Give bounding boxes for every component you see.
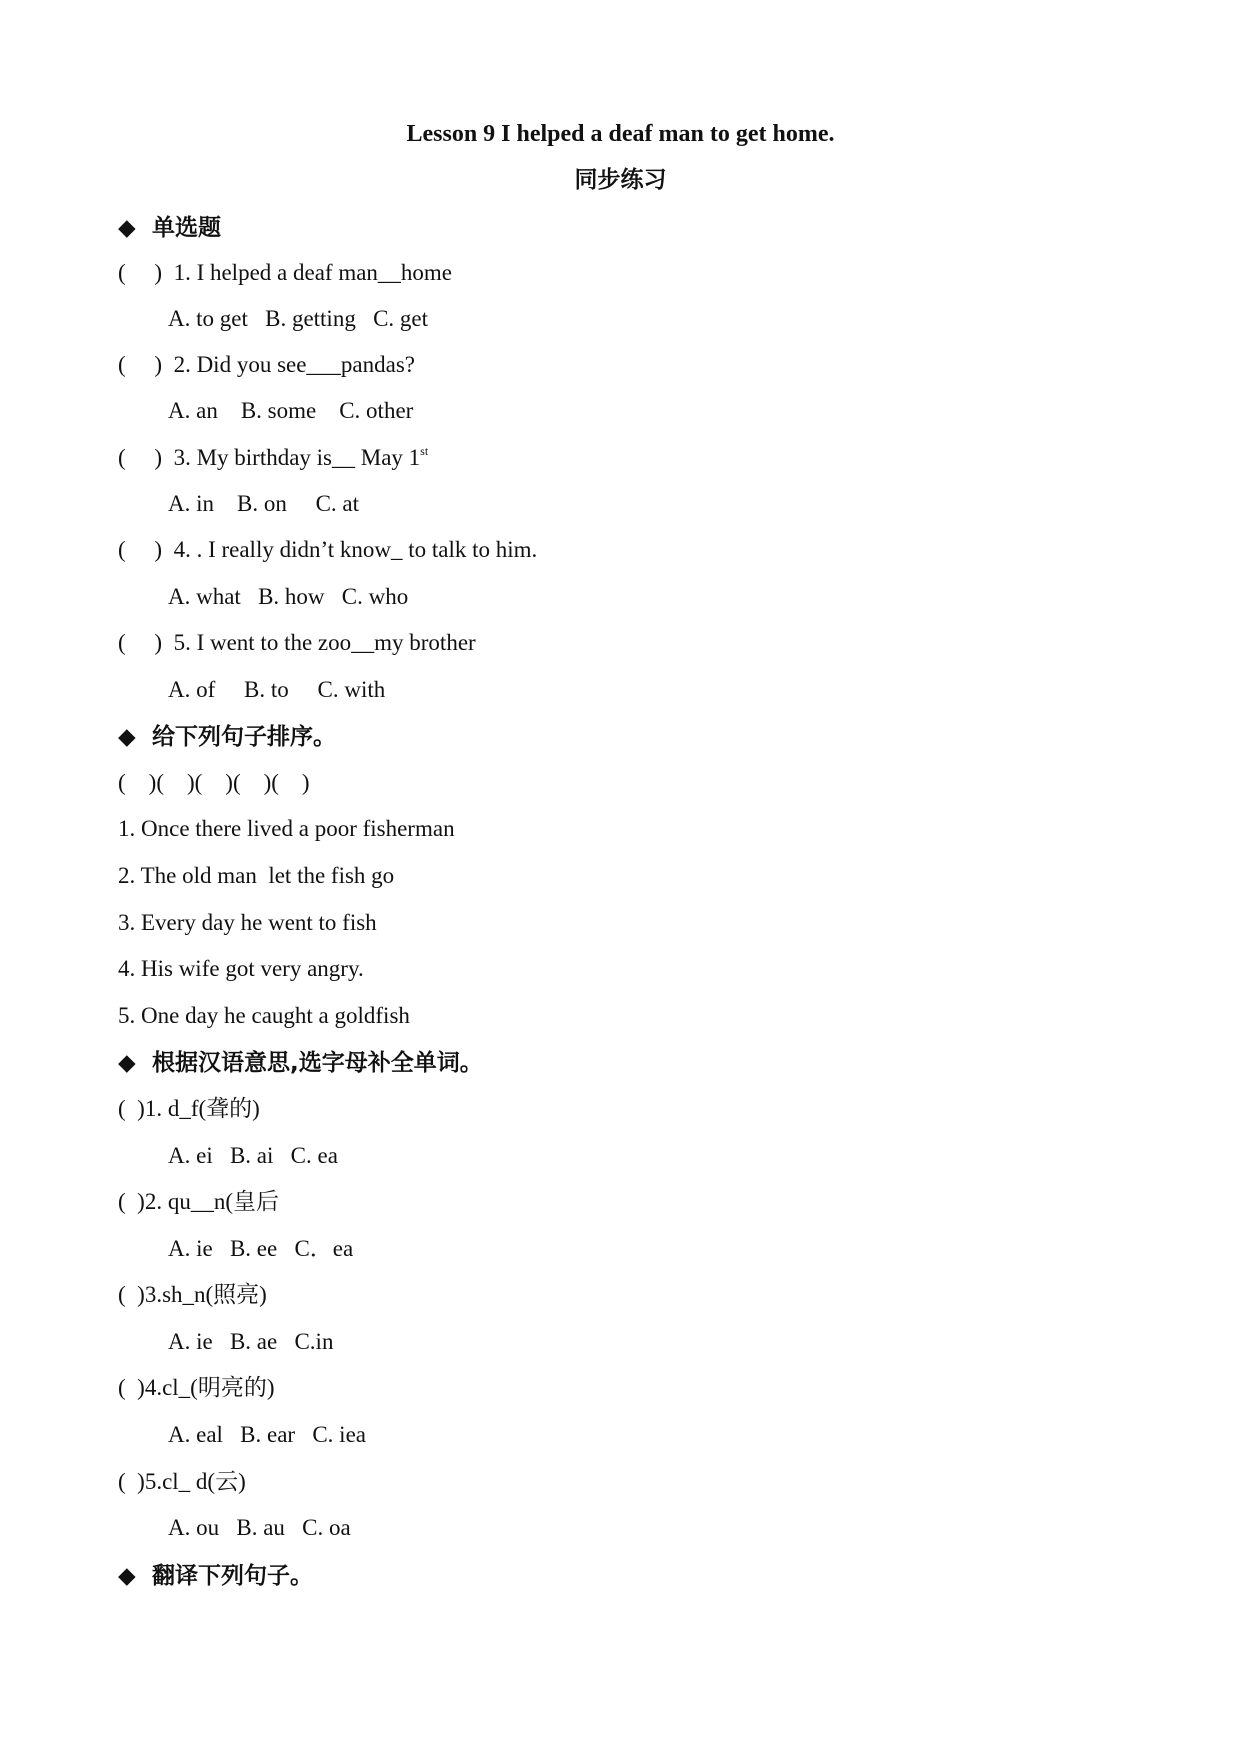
diamond-bullet-icon: ◆ (118, 215, 136, 241)
spelling-question-2-options: A. ie B. ee C．ea (168, 1236, 354, 1261)
ordering-item-3: 3. Every day he went to fish (118, 910, 377, 935)
section-heading-spelling (118, 1047, 483, 1079)
diamond-bullet-icon: ◆ (118, 1563, 136, 1589)
spelling-question-3: ( )3.sh_n(照亮) (118, 1282, 267, 1307)
question-4-options: A. what B. how C. who (168, 584, 409, 609)
question-2: ( ) 2. Did you see___pandas? (118, 352, 416, 377)
section-heading-ordering (118, 721, 336, 753)
diamond-bullet-icon: ◆ (118, 1050, 136, 1076)
ordering-item-4: 4. His wife got very angry. (118, 956, 364, 981)
question-1-options: A. to get B. getting C. get (168, 306, 429, 331)
document-subtitle: 同步练习 (574, 167, 667, 193)
question-3 (118, 443, 428, 473)
ordinal-suffix: st (420, 444, 429, 458)
question-4: ( ) 4. . I really didn’t know_ to talk to him. (118, 537, 538, 562)
spelling-question-1-options: A. ei B. ai C. ea (168, 1143, 338, 1168)
question-5: ( ) 5. I went to the zoo__my brother (118, 630, 476, 655)
section-title: 根据汉语意思,选字母补全单词。 (152, 1050, 483, 1076)
section-heading-single-choice (118, 212, 221, 244)
ordering-item-1: 1. Once there lived a poor fisherman (118, 816, 455, 841)
spelling-question-4: ( )4.cl_(明亮的) (118, 1375, 275, 1400)
spelling-question-5: ( )5.cl_ d(云) (118, 1469, 246, 1494)
ordering-item-5: 5. One day he caught a goldfish (118, 1003, 410, 1028)
ordering-item-2: 2. The old man let the fish go (118, 863, 395, 888)
question-3-text: ( ) 3. My birthday is__ May 1 (118, 445, 421, 470)
document-title: Lesson 9 I helped a deaf man to get home. (406, 121, 835, 147)
section-title: 翻译下列句子。 (152, 1563, 313, 1589)
question-1: ( ) 1. I helped a deaf man__home (118, 260, 453, 285)
diamond-bullet-icon: ◆ (118, 724, 136, 750)
spelling-question-2: ( )2. qu__n(皇后 (118, 1189, 279, 1214)
section-heading-translation (118, 1560, 313, 1592)
section-title: 给下列句子排序。 (152, 724, 336, 750)
spelling-question-3-options: A. ie B. ae C.in (168, 1329, 334, 1354)
section-title: 单选题 (152, 215, 221, 241)
spelling-question-1: ( )1. d_f(聋的) (118, 1096, 260, 1121)
question-3-options: A. in B. on C. at (168, 491, 360, 516)
question-2-options: A. an B. some C. other (168, 398, 414, 423)
ordering-brackets: ( )( )( )( )( ) (118, 770, 310, 795)
spelling-question-5-options: A. ou B. au C. oa (168, 1515, 351, 1540)
question-5-options: A. of B. to C. with (168, 677, 386, 702)
spelling-question-4-options: A. eal B. ear C. iea (168, 1422, 366, 1447)
